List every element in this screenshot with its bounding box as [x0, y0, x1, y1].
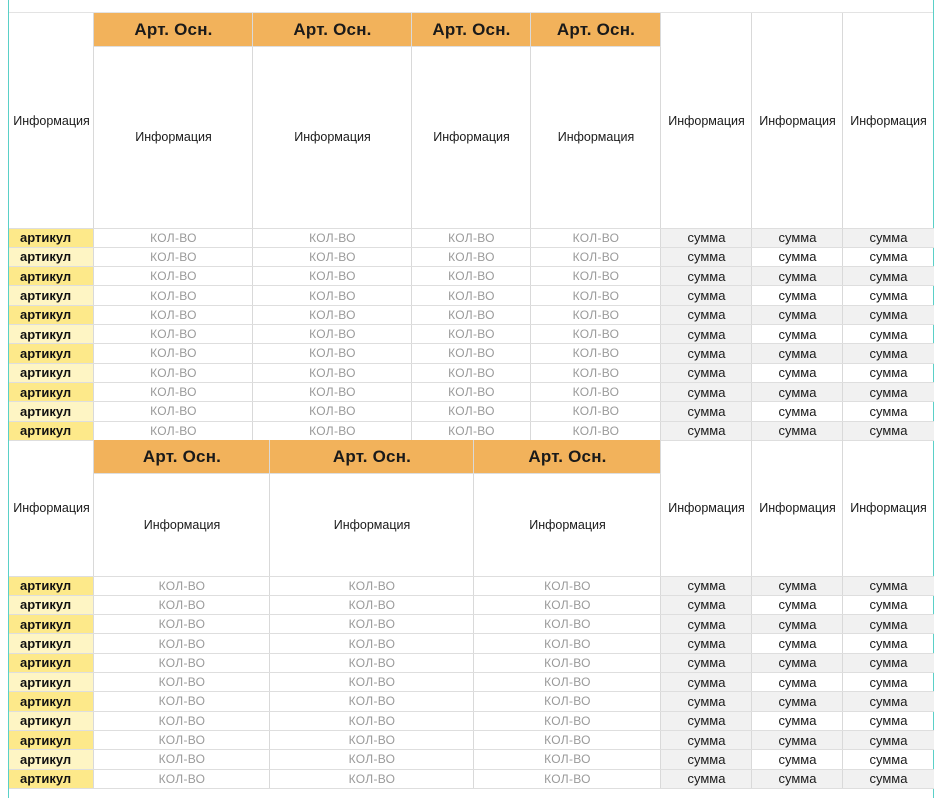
article-header[interactable]: Арт. Осн.: [474, 440, 661, 473]
qty-cell[interactable]: КОЛ-ВО: [158, 694, 206, 709]
qty-cell[interactable]: КОЛ-ВО: [572, 327, 620, 342]
sum-cell[interactable]: сумма: [752, 615, 843, 634]
article-info: Информация: [529, 517, 606, 532]
sku-cell[interactable]: артикул: [9, 711, 94, 730]
qty-cell[interactable]: КОЛ-ВО: [448, 288, 495, 303]
qty-cell[interactable]: КОЛ-ВО: [544, 617, 591, 632]
sum-cell[interactable]: сумма: [752, 653, 843, 672]
qty-cell[interactable]: КОЛ-ВО: [544, 636, 591, 651]
qty-cell[interactable]: КОЛ-ВО: [348, 713, 396, 728]
sum-cell[interactable]: сумма: [843, 576, 934, 595]
qty-cell[interactable]: КОЛ-ВО: [348, 617, 396, 632]
qty-cell[interactable]: КОЛ-ВО: [150, 385, 197, 400]
grid-line-horizontal: [9, 595, 934, 596]
grid-line-horizontal: [9, 633, 934, 634]
grid-line-horizontal: [9, 401, 934, 402]
qty-cell[interactable]: КОЛ-ВО: [348, 733, 396, 748]
qty-cell[interactable]: КОЛ-ВО: [572, 269, 620, 284]
sum-cell[interactable]: сумма: [661, 247, 752, 266]
qty-cell[interactable]: КОЛ-ВО: [150, 288, 197, 303]
qty-cell[interactable]: КОЛ-ВО: [544, 578, 591, 593]
grid-line-horizontal: [9, 653, 934, 654]
qty-cell[interactable]: КОЛ-ВО: [150, 249, 197, 264]
sum-cell[interactable]: сумма: [843, 267, 934, 286]
qty-cell[interactable]: КОЛ-ВО: [348, 655, 396, 670]
qty-cell[interactable]: КОЛ-ВО: [309, 404, 356, 419]
sku-cell[interactable]: артикул: [9, 344, 94, 363]
grid-line-horizontal: [9, 247, 934, 248]
sku-cell[interactable]: артикул: [9, 653, 94, 672]
qty-cell[interactable]: КОЛ-ВО: [348, 694, 396, 709]
sum-cell[interactable]: сумма: [778, 365, 817, 381]
grid-line-horizontal: [9, 382, 934, 383]
sum-cell[interactable]: сумма: [843, 344, 934, 363]
qty-cell[interactable]: КОЛ-ВО: [309, 269, 356, 284]
grid-line-horizontal: [9, 730, 934, 731]
qty-cell[interactable]: КОЛ-ВО: [150, 404, 197, 419]
sku-cell[interactable]: артикул: [9, 402, 94, 421]
article-header[interactable]: Арт. Осн.: [412, 13, 531, 46]
grid-line-horizontal: [9, 749, 934, 750]
grid-line-horizontal: [9, 324, 934, 325]
sum-cell[interactable]: сумма: [661, 382, 752, 401]
qty-cell[interactable]: КОЛ-ВО: [544, 597, 591, 612]
table-block-2: [9, 440, 933, 788]
sum-cell[interactable]: сумма: [661, 576, 752, 595]
sum-cell[interactable]: сумма: [661, 673, 752, 692]
sum-cell[interactable]: сумма: [661, 634, 752, 653]
sum-cell[interactable]: сумма: [869, 403, 908, 419]
sku-cell[interactable]: артикул: [9, 673, 94, 692]
sku-cell[interactable]: артикул: [9, 305, 94, 324]
sku-cell[interactable]: артикул: [9, 228, 94, 247]
qty-cell[interactable]: КОЛ-ВО: [572, 346, 620, 361]
grid-line-horizontal: [9, 769, 934, 770]
sum-cell[interactable]: сумма: [843, 615, 934, 634]
sum-cell[interactable]: сумма: [661, 286, 752, 305]
qty-cell[interactable]: КОЛ-ВО: [158, 636, 206, 651]
sku-cell[interactable]: артикул: [9, 750, 94, 769]
qty-cell[interactable]: КОЛ-ВО: [309, 385, 356, 400]
sku-cell[interactable]: артикул: [9, 382, 94, 401]
sku-cell[interactable]: артикул: [9, 421, 94, 440]
sum-cell[interactable]: сумма: [843, 653, 934, 672]
sum-cell[interactable]: сумма: [778, 249, 817, 265]
sum-cell[interactable]: сумма: [752, 769, 843, 788]
qty-cell[interactable]: КОЛ-ВО: [544, 655, 591, 670]
qty-cell[interactable]: КОЛ-ВО: [572, 404, 620, 419]
article-info: Информация: [294, 130, 371, 144]
qty-cell[interactable]: КОЛ-ВО: [572, 423, 620, 438]
qty-cell[interactable]: КОЛ-ВО: [348, 771, 396, 786]
qty-cell[interactable]: КОЛ-ВО: [348, 752, 396, 767]
sku-cell[interactable]: артикул: [9, 267, 94, 286]
sum-cell[interactable]: сумма: [752, 228, 843, 247]
sum-cell[interactable]: сумма: [661, 730, 752, 749]
sum-cell[interactable]: сумма: [869, 751, 908, 767]
grid-line-horizontal: [9, 421, 934, 422]
qty-cell[interactable]: КОЛ-ВО: [448, 327, 495, 342]
sku-cell[interactable]: артикул: [9, 247, 94, 266]
qty-cell[interactable]: КОЛ-ВО: [158, 771, 206, 786]
sum-cell[interactable]: сумма: [778, 597, 817, 613]
article-info: Информация: [557, 130, 635, 144]
sku-cell[interactable]: артикул: [9, 769, 94, 788]
qty-cell[interactable]: КОЛ-ВО: [158, 578, 206, 593]
qty-cell[interactable]: КОЛ-ВО: [448, 269, 495, 284]
qty-cell[interactable]: КОЛ-ВО: [544, 733, 591, 748]
sum-cell[interactable]: сумма: [752, 344, 843, 363]
qty-cell[interactable]: КОЛ-ВО: [348, 636, 396, 651]
qty-cell[interactable]: КОЛ-ВО: [309, 249, 356, 264]
sum-cell[interactable]: сумма: [661, 402, 752, 421]
sum-cell[interactable]: сумма: [661, 305, 752, 324]
qty-cell[interactable]: КОЛ-ВО: [448, 346, 495, 361]
qty-cell[interactable]: КОЛ-ВО: [544, 771, 591, 786]
grid-line-horizontal: [9, 788, 934, 789]
article-header[interactable]: Арт. Осн.: [94, 13, 253, 46]
qty-cell[interactable]: КОЛ-ВО: [448, 307, 495, 322]
qty-cell[interactable]: КОЛ-ВО: [448, 385, 495, 400]
sku-cell[interactable]: артикул: [9, 634, 94, 653]
sum-cell[interactable]: сумма: [843, 769, 934, 788]
grid-line-horizontal: [9, 305, 934, 306]
qty-cell[interactable]: КОЛ-ВО: [544, 675, 591, 690]
sum-cell[interactable]: сумма: [661, 692, 752, 711]
sku-cell[interactable]: артикул: [9, 692, 94, 711]
info-header-right: Информация: [668, 113, 745, 128]
sum-cell[interactable]: сумма: [661, 267, 752, 286]
sum-cell[interactable]: сумма: [843, 228, 934, 247]
qty-cell[interactable]: КОЛ-ВО: [448, 423, 495, 438]
qty-cell[interactable]: КОЛ-ВО: [158, 655, 206, 670]
sum-cell[interactable]: сумма: [661, 325, 752, 344]
sum-cell[interactable]: сумма: [661, 344, 752, 363]
sum-cell[interactable]: сумма: [778, 713, 817, 729]
sum-cell[interactable]: сумма: [869, 674, 908, 690]
sku-cell[interactable]: артикул: [9, 325, 94, 344]
qty-cell[interactable]: КОЛ-ВО: [158, 713, 206, 728]
sum-cell[interactable]: сумма: [843, 382, 934, 401]
info-header-left: Информация: [13, 113, 90, 128]
sku-cell[interactable]: артикул: [9, 615, 94, 634]
grid-line-horizontal: [9, 285, 934, 286]
sum-cell[interactable]: сумма: [869, 288, 908, 304]
sum-cell[interactable]: сумма: [752, 730, 843, 749]
qty-cell[interactable]: КОЛ-ВО: [150, 269, 197, 284]
sum-cell[interactable]: сумма: [869, 713, 908, 729]
sum-cell[interactable]: сумма: [778, 403, 817, 419]
sum-cell[interactable]: сумма: [843, 692, 934, 711]
qty-cell[interactable]: КОЛ-ВО: [348, 578, 396, 593]
qty-cell[interactable]: КОЛ-ВО: [572, 249, 620, 264]
grid-line-horizontal: [94, 46, 661, 47]
qty-cell[interactable]: КОЛ-ВО: [309, 423, 356, 438]
article-header[interactable]: Арт. Осн.: [94, 440, 270, 473]
qty-cell[interactable]: КОЛ-ВО: [158, 752, 206, 767]
article-info: Информация: [433, 130, 510, 144]
sum-cell[interactable]: сумма: [752, 305, 843, 324]
sum-cell[interactable]: сумма: [778, 636, 817, 652]
qty-cell[interactable]: КОЛ-ВО: [448, 249, 495, 264]
qty-cell[interactable]: КОЛ-ВО: [544, 713, 591, 728]
qty-cell[interactable]: КОЛ-ВО: [572, 385, 620, 400]
grid-line-horizontal: [9, 672, 934, 673]
info-header-right: Информация: [850, 501, 927, 515]
grid-line-horizontal: [94, 473, 661, 474]
info-header-right: Информация: [668, 501, 745, 515]
grid-line-horizontal: [9, 228, 934, 229]
sku-cell[interactable]: артикул: [9, 286, 94, 305]
qty-cell[interactable]: КОЛ-ВО: [150, 230, 197, 245]
info-header-left: Информация: [13, 501, 90, 515]
sum-cell[interactable]: сумма: [752, 382, 843, 401]
grid-line-horizontal: [9, 711, 934, 712]
qty-cell[interactable]: КОЛ-ВО: [309, 346, 356, 361]
sum-cell[interactable]: сумма: [869, 636, 908, 652]
sku-cell[interactable]: артикул: [9, 730, 94, 749]
sku-cell[interactable]: артикул: [9, 595, 94, 614]
sum-cell[interactable]: сумма: [752, 421, 843, 440]
grid-line-horizontal: [9, 363, 934, 364]
table-block-1: [9, 13, 933, 440]
qty-cell[interactable]: КОЛ-ВО: [150, 365, 197, 380]
qty-cell[interactable]: КОЛ-ВО: [309, 327, 356, 342]
sum-cell[interactable]: сумма: [778, 751, 817, 767]
article-header[interactable]: Арт. Осн.: [531, 13, 661, 46]
qty-cell[interactable]: КОЛ-ВО: [348, 675, 396, 690]
sum-cell[interactable]: сумма: [661, 615, 752, 634]
qty-cell[interactable]: КОЛ-ВО: [158, 597, 206, 612]
qty-cell[interactable]: КОЛ-ВО: [448, 404, 495, 419]
qty-cell[interactable]: КОЛ-ВО: [572, 288, 620, 303]
qty-cell[interactable]: КОЛ-ВО: [150, 327, 197, 342]
qty-cell[interactable]: КОЛ-ВО: [309, 288, 356, 303]
sum-cell[interactable]: сумма: [661, 769, 752, 788]
article-header[interactable]: Арт. Осн.: [253, 13, 412, 46]
article-info: Информация: [135, 130, 212, 144]
qty-cell[interactable]: КОЛ-ВО: [309, 307, 356, 322]
sum-cell[interactable]: сумма: [661, 711, 752, 730]
qty-cell[interactable]: КОЛ-ВО: [158, 733, 206, 748]
sum-cell[interactable]: сумма: [778, 674, 817, 690]
sum-cell[interactable]: сумма: [752, 576, 843, 595]
grid-line-horizontal: [9, 614, 934, 615]
sum-cell[interactable]: сумма: [778, 326, 817, 342]
qty-cell[interactable]: КОЛ-ВО: [572, 307, 620, 322]
qty-cell[interactable]: КОЛ-ВО: [150, 423, 197, 438]
article-info: Информация: [143, 517, 221, 532]
sum-cell[interactable]: сумма: [778, 288, 817, 304]
article-info: Информация: [333, 517, 411, 532]
qty-cell[interactable]: КОЛ-ВО: [544, 752, 591, 767]
sum-cell[interactable]: сумма: [752, 692, 843, 711]
qty-cell[interactable]: КОЛ-ВО: [158, 675, 206, 690]
grid-line-horizontal: [9, 576, 934, 577]
article-header[interactable]: Арт. Осн.: [270, 440, 474, 473]
sum-cell[interactable]: сумма: [661, 653, 752, 672]
grid-line-horizontal: [9, 343, 934, 344]
grid-line-horizontal: [9, 266, 934, 267]
grid-line-horizontal: [9, 691, 934, 692]
sum-cell[interactable]: сумма: [869, 365, 908, 381]
sum-cell[interactable]: сумма: [661, 421, 752, 440]
sum-cell[interactable]: сумма: [843, 421, 934, 440]
sum-cell[interactable]: сумма: [843, 730, 934, 749]
qty-cell[interactable]: КОЛ-ВО: [309, 230, 356, 245]
qty-cell[interactable]: КОЛ-ВО: [158, 617, 206, 632]
qty-cell[interactable]: КОЛ-ВО: [572, 365, 620, 380]
qty-cell[interactable]: КОЛ-ВО: [309, 365, 356, 380]
info-header-right: Информация: [759, 501, 836, 515]
sum-cell[interactable]: сумма: [661, 228, 752, 247]
qty-cell[interactable]: КОЛ-ВО: [448, 230, 495, 245]
sum-cell[interactable]: сумма: [843, 305, 934, 324]
sum-cell[interactable]: сумма: [661, 595, 752, 614]
info-header-right: Информация: [850, 113, 927, 128]
qty-cell[interactable]: КОЛ-ВО: [348, 597, 396, 612]
sum-cell[interactable]: сумма: [869, 326, 908, 342]
qty-cell[interactable]: КОЛ-ВО: [448, 365, 495, 380]
qty-cell[interactable]: КОЛ-ВО: [150, 307, 197, 322]
sum-cell[interactable]: сумма: [869, 249, 908, 265]
sum-cell[interactable]: сумма: [661, 750, 752, 769]
sum-cell[interactable]: сумма: [752, 267, 843, 286]
sum-cell[interactable]: сумма: [869, 597, 908, 613]
info-header-right: Информация: [759, 113, 836, 128]
qty-cell[interactable]: КОЛ-ВО: [544, 694, 591, 709]
sum-cell[interactable]: сумма: [661, 363, 752, 382]
qty-cell[interactable]: КОЛ-ВО: [572, 230, 620, 245]
sku-cell[interactable]: артикул: [9, 363, 94, 382]
sku-cell[interactable]: артикул: [9, 576, 94, 595]
qty-cell[interactable]: КОЛ-ВО: [150, 346, 197, 361]
